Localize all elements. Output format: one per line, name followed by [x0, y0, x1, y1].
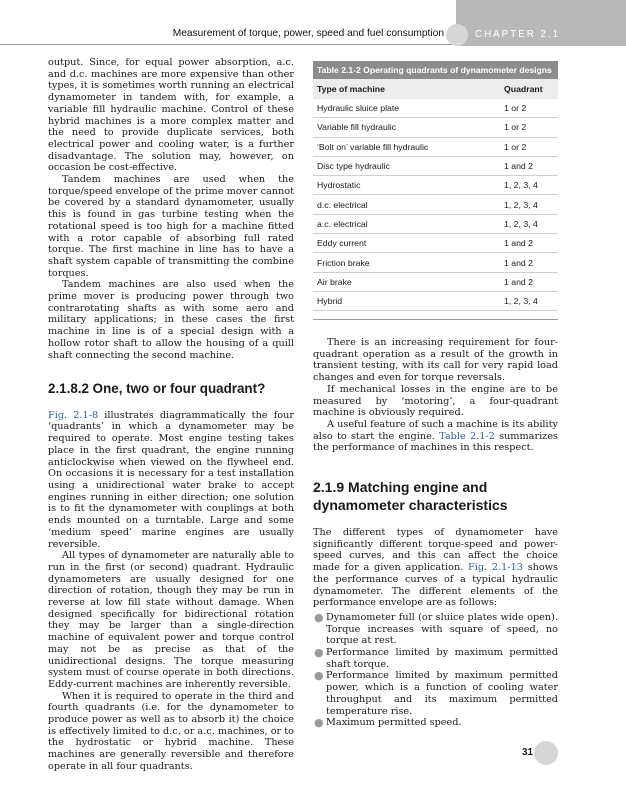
paragraph: When it is required to operate in the third and fourth quadrants (i.e. for the dynamometer to produce power as well as to absorb it) the choice is effectively limited to d.c. or a.c. machines, or to the hydrostatic or hybrid machine. These machines are generally reversible and therefore operate in all four quadrants.	[48, 690, 294, 772]
quadrant-cell: 1 and 2	[500, 272, 558, 291]
quadrant-cell: 1, 2, 3, 4	[500, 176, 558, 195]
section-heading-quadrant: 2.1.8.2 One, two or four quadrant?	[48, 381, 266, 397]
table-row	[313, 118, 558, 137]
figure-link[interactable]: Fig. 2.1-13	[468, 562, 523, 574]
bullet-icon: ●	[314, 716, 324, 730]
quadrant-cell: 1, 2, 3, 4	[500, 195, 558, 214]
right-column	[313, 337, 558, 729]
machine-cell: d.c. electrical	[313, 195, 500, 214]
column-header-machine: Type of machine	[313, 79, 500, 99]
page-number-badge	[510, 741, 558, 765]
quadrant-cell: 1 or 2	[500, 99, 558, 118]
page-number-circle	[534, 741, 558, 765]
machine-cell: ‘Bolt on’ variable fill hydraulic	[313, 137, 500, 156]
running-header	[0, 0, 626, 46]
column-header-quadrant: Quadrant	[500, 79, 558, 99]
table-row	[313, 156, 558, 175]
bullet-icon: ●	[314, 610, 324, 624]
machine-cell: Variable fill hydraulic	[313, 118, 500, 137]
list-item: ● Performance limited by maximum permitted power, which is a function of cooling water throughput and its maximum permitted temperature rise.	[314, 669, 558, 717]
table-caption: Table 2.1-2 Operating quadrants of dynamometer designs	[313, 61, 558, 79]
paragraph: There is an increasing requirement for four-quadrant operation as a result of the growth in transient testing, with its call for very rapid load changes and even for torque reversals.	[313, 337, 558, 384]
chapter-label: CHAPTER 2.1	[475, 29, 561, 40]
chapter-tab-circle	[446, 24, 468, 46]
list-item: ● Dynamometer full (or sluice plates wide open). Torque increases with square of speed, no torque at rest.	[314, 610, 558, 647]
header-rule	[0, 44, 458, 45]
quadrant-cell: 1 or 2	[500, 137, 558, 156]
paragraph: The different types of dynamometer have significantly different torque-speed and power-speed curves, and this can affect the choice made for a given application. Fig. 2.1-13 shows the performance curves of a typical hydraulic dynamometer. The different elements of the performance envelope are as follows:	[313, 527, 558, 609]
table-row	[313, 176, 558, 195]
table-row	[313, 195, 558, 214]
table-row	[313, 291, 558, 310]
paragraph: A useful feature of such a machine is its ability also to start the engine. Table 2.1-2 summarizes the performance of machines in this respect.	[313, 418, 558, 454]
paragraph: If mechanical losses in the engine are to be measured by ‘motoring’, a four-quadrant machine is obviously required.	[313, 383, 558, 419]
table-row	[313, 272, 558, 291]
machine-cell: Disc type hydraulic	[313, 156, 500, 175]
table-row	[313, 234, 558, 253]
list-item: ● Performance limited by maximum permitted shaft torque.	[314, 646, 558, 670]
paragraph: Tandem machines are used when the torque/speed envelope of the prime mover cannot be covered by a standard dynamometer, usually this is found in gas turbine testing when the rotational speed is too high for a machine fitted with a rotor capable of absorbing full rated torque. The first machine in line has to have a shaft system capable of transmitting the combine torques.	[48, 174, 294, 279]
machine-cell: Friction brake	[313, 253, 500, 272]
quadrant-cell: 1 and 2	[500, 234, 558, 253]
machine-cell: Hydraulic sluice plate	[313, 99, 500, 118]
machine-cell: a.c. electrical	[313, 214, 500, 233]
machine-cell: Hybrid	[313, 291, 500, 310]
quadrant-cell: 1 or 2	[500, 118, 558, 137]
table-link[interactable]: Table 2.1-2	[439, 430, 495, 442]
performance-list	[313, 612, 558, 729]
paragraph: output. Since, for equal power absorption, a.c. and d.c. machines are more expensive than other types, it is sometimes worth running an electrical dynamometer in tandem with, for example, a variable fill hydraulic machine. Control of these hybrid machines is a more complex matter and the need to provide duplicate services, both electrical power and cooling water, is a further disadvantage. The solution may, however, on occasion be cost-effective.	[48, 57, 294, 174]
table-bottom-rule	[313, 311, 558, 320]
quadrant-table	[313, 61, 558, 320]
machine-cell: Eddy current	[313, 234, 500, 253]
figure-link[interactable]: Fig. 2.1-8	[48, 409, 99, 421]
paragraph: Tandem machines are also used when the prime mover is producing power through two contrarotating shafts as with some aero and military applications; in these cases the first machine in line is of a special design with a hollow rotor shaft to allow the housing of a quill shaft connecting the second machine.	[48, 279, 294, 361]
quadrant-cell: 1, 2, 3, 4	[500, 214, 558, 233]
table-header-row	[313, 79, 558, 99]
paragraph: All types of dynamometer are naturally able to run in the first (or second) quadrant. Hydraulic dynamometers are usually designed for one direction of rotation, though they may be run in reverse at low fill state without damage. When designed specifically for bidirectional rotation they may be larger than a single-direction machine of equivalent power and torque control may not be as precise as that of the unidirectional designs. The torque measuring system must of course operate in both directions. Eddy-current machines are inherently reversible.	[48, 550, 294, 690]
header-title: Measurement of torque, power, speed and fuel consumption	[172, 28, 444, 39]
bullet-icon: ●	[314, 646, 324, 660]
quadrant-cell: 1 and 2	[500, 156, 558, 175]
table-row	[313, 137, 558, 156]
paragraph: Fig. 2.1-8 illustrates diagrammatically the four ‘quadrants’ in which a dynamometer may be required to operate. Most engine testing takes place in the first quadrant, the engine running anticlockwise when viewed on the flywheel end. On occasions it is necessary for a test installation using a unidirectional water brake to accept engines running in either direction; one solution is to fit the dynamometer with couplings at both ends mounted on a turntable. Large and some ‘medium speed’ marine engines are usually reversible.	[48, 409, 294, 550]
bullet-icon: ●	[314, 669, 324, 683]
left-column	[48, 57, 294, 773]
machine-cell: Air brake	[313, 272, 500, 291]
list-item: ● Maximum permitted speed.	[314, 716, 462, 730]
quadrant-cell: 1 and 2	[500, 253, 558, 272]
section-heading-matching: 2.1.9 Matching engine and dynamometer characteristics	[313, 479, 508, 514]
quadrant-cell: 1, 2, 3, 4	[500, 291, 558, 310]
table-row	[313, 214, 558, 233]
machine-cell: Hydrostatic	[313, 176, 500, 195]
table	[313, 79, 558, 311]
table-row	[313, 253, 558, 272]
table-row	[313, 99, 558, 118]
page-number: 31	[522, 747, 533, 758]
